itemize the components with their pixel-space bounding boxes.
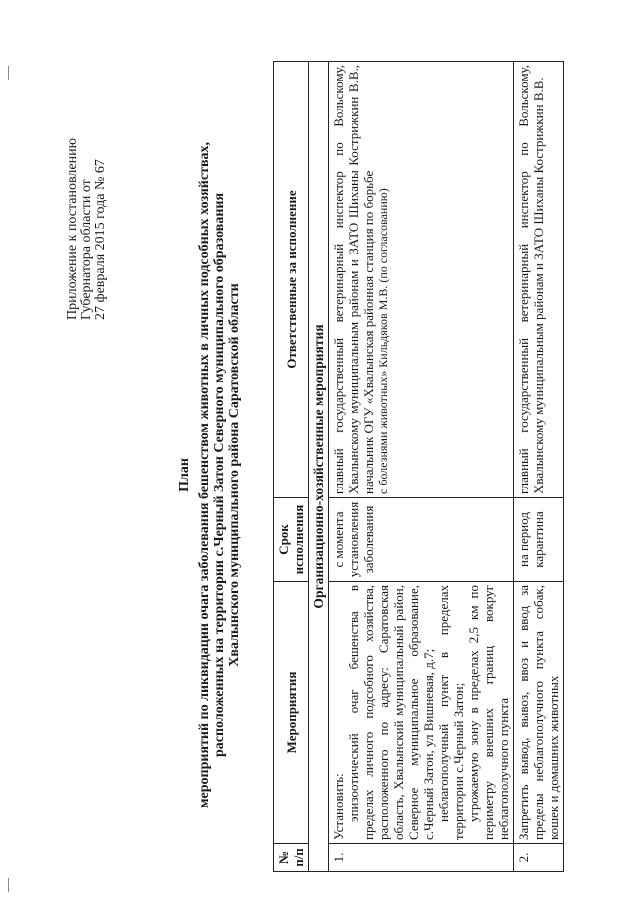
rotated-page — [60, 50, 630, 900]
table-row — [514, 62, 564, 872]
row-1-measure-lead: Установить: — [331, 773, 346, 840]
header-num: № п/п — [274, 844, 309, 872]
row-1-num: 1. — [329, 844, 514, 872]
plan-subtitle-line-1: мероприятий по ликвидации очага заболевания бешенством животных в личных подсобных хозяйствах, — [197, 141, 212, 809]
section-title: Организационно-хозяйственные мероприятия — [309, 62, 329, 872]
row-2-responsible: главный государственный ветеринарный инспектор по Вольскому, Хвалынскому муниципальным районам и ЗАТО Шиханы Кострижкин В.В. — [514, 62, 564, 498]
row-1-measure-p1: эпизоотический очаг бешенства в пределах личного подсобного хозяйства, расположенного по адресу: Саратовская область, Хвалынский муниципальный район, Северное муниципальное образование, с.Черный Затон, ул Вишневая, д.7; — [346, 585, 436, 840]
scan-edge-mark-top — [8, 66, 9, 80]
row-1-deadline: с момента установления заболевания — [329, 498, 514, 582]
row-1-measure-p3: угрожаемую зону в пределах 2,5 км по периметру внешних границ вокруг неблагополучного пункта — [466, 585, 511, 840]
plan-heading: План — [177, 458, 192, 492]
row-1-responsible-main: главный государственный ветеринарный инспектор по Вольскому, Хвалынскому муниципальным районам и ЗАТО Шиханы Кострижкин В.В., начальник ОГУ «Хвалынская районная станция по борьбе — [331, 65, 376, 494]
plan-subtitle-line-2: расположенных на территории с.Черный Затон Северного муниципального образования — [212, 192, 227, 758]
row-2-measure: Запретить вывод, вывоз, ввоз и ввод за пределы неблагополучного пункта собак, кошек и домашних животных — [514, 582, 564, 844]
plan-subtitle-line-3: Хвалынского муниципального района Саратовской области — [227, 283, 242, 667]
row-1-responsible-tail: с болезнями животных» Кильдяков М.В. (по согласованию) — [376, 188, 390, 494]
header-measures: Мероприятия — [274, 582, 309, 844]
row-2-num: 2. — [514, 844, 564, 872]
section-row — [309, 62, 329, 872]
appendix-line-2: Губернатора области от — [79, 179, 94, 320]
appendix-line-1: Приложение к постановлению — [65, 137, 80, 320]
appendix-note — [66, 80, 108, 320]
appendix-line-3: 27 февраля 2015 года № 67 — [93, 159, 108, 320]
row-2-deadline: на период карантина — [514, 498, 564, 582]
table-header-row — [274, 62, 309, 872]
row-1-measure-p2: неблагополучный пункт в пределах территории с.Черный Затон; — [436, 585, 466, 840]
scan-edge-mark-bottom — [8, 878, 9, 892]
row-1-responsible — [329, 62, 514, 498]
header-responsible: Ответственные за исполнение — [274, 62, 309, 498]
table-row — [329, 62, 514, 872]
row-1-measure — [329, 582, 514, 844]
header-deadline: Срок исполнения — [274, 498, 309, 582]
measures-table — [273, 61, 564, 872]
